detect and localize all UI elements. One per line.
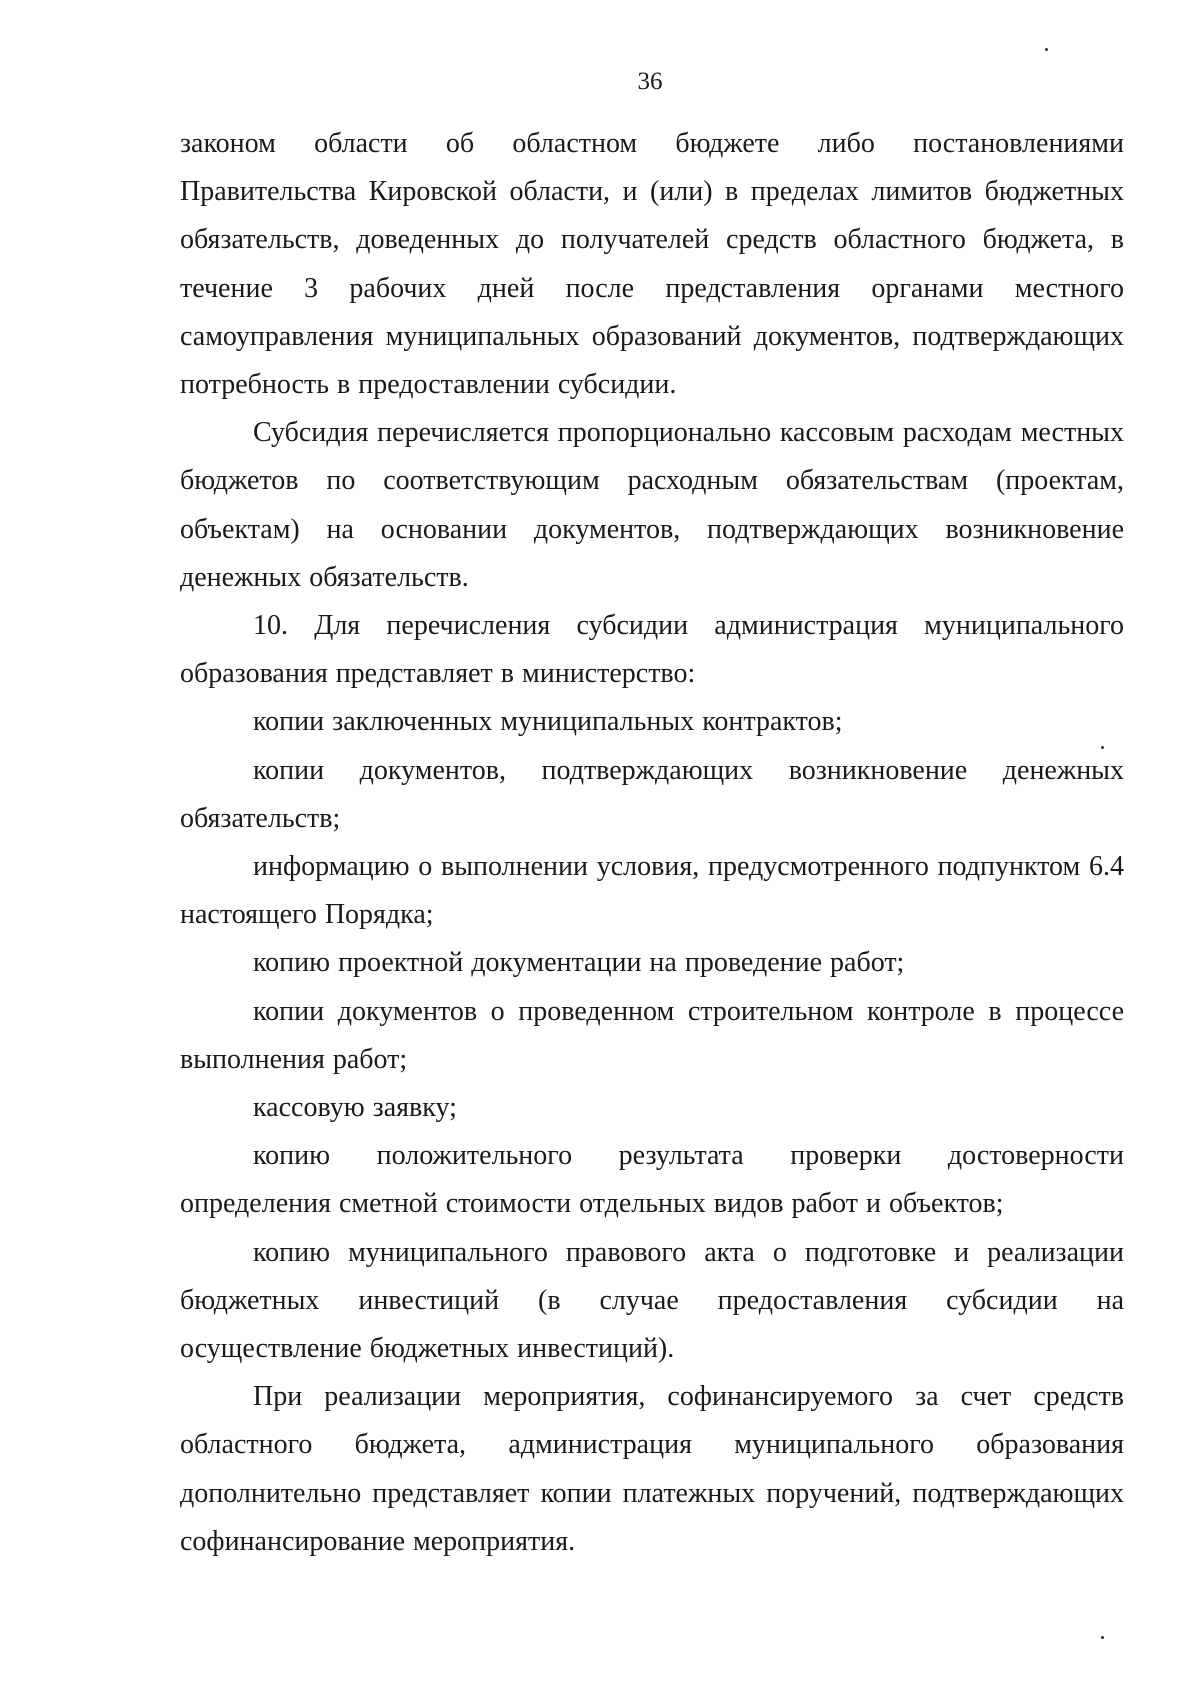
paragraph: Субсидия перечисляется пропорционально кассовым расходам местных бюджетов по соответствующим расходным обязательствам (проектам, объектам) на основании документов, подтверждающих возникновение денежных обязательств. [180,417,1124,593]
list-item: информацию о выполнении условия, предусмотренного подпунктом 6.4 настоящего Порядка; [180,851,1124,931]
document-body [180,120,1124,1566]
paragraph: законом области об областном бюджете либо постановлениями Правительства Кировской области, и (или) в пределах лимитов бюджетных обязательств, доведенных до получателей средств областного бюджета, в течение 3 рабочих дней после представления органами местного самоуправления муниципальных образований документов, подтверждающих потребность в предоставлении субсидии. [180,128,1124,401]
scan-speck [1101,1636,1104,1639]
scan-speck [1045,48,1048,51]
paragraph: 10. Для перечисления субсидии администрация муниципального образования представляет в министерство: [180,610,1124,690]
list-item: копии документов о проведенном строительном контроле в процессе выполнения работ; [180,995,1124,1075]
list-item: копии документов, подтверждающих возникновение денежных обязательств; [180,754,1124,834]
paragraph: При реализации мероприятия, софинансируемого за счет средств областного бюджета, администрация муниципального образования дополнительно представляет копии платежных поручений, подтверждающих софинансирование мероприятия. [180,1381,1124,1557]
list-item: кассовую заявку; [253,1092,457,1124]
list-item: копию муниципального правового акта о подготовке и реализации бюджетных инвестиций (в случае предоставления субсидии на осуществление бюджетных инвестиций). [180,1236,1124,1365]
scan-speck [1101,746,1104,749]
list-item: копию положительного результата проверки достоверности определения сметной стоимости отдельных видов работ и объектов; [180,1140,1124,1220]
list-item: копию проектной документации на проведение работ; [253,947,905,979]
page-number: 36 [637,68,663,95]
list-item: копии заключенных муниципальных контрактов; [253,706,843,738]
